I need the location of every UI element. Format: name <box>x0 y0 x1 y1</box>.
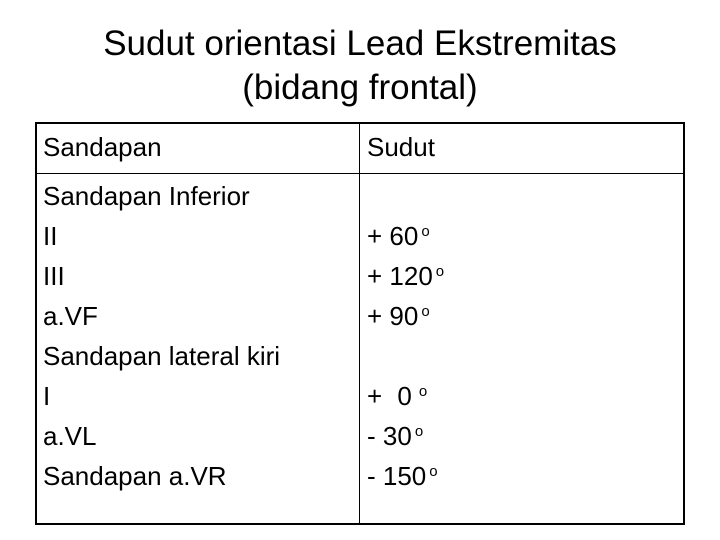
degree-symbol: o <box>414 423 424 440</box>
page-title <box>0 22 720 110</box>
degree-symbol: o <box>421 303 430 320</box>
degree-symbol: o <box>421 223 430 240</box>
lead-group-inferior: Sandapan Inferior <box>43 181 250 211</box>
angle-avf-value: + 90 <box>367 301 419 331</box>
angle-iii-value: + 120 <box>367 261 433 291</box>
header-angle: Sudut <box>367 132 435 162</box>
angle-avl <box>367 418 423 459</box>
angle-avl-value: - 30 <box>367 421 412 451</box>
title-line-2: (bidang frontal) <box>242 68 478 107</box>
angle-i <box>367 378 431 419</box>
angle-ii-value: + 60 <box>367 221 419 251</box>
lead-iii: III <box>43 261 65 291</box>
table-header-divider <box>35 173 685 174</box>
angle-avr <box>367 458 438 499</box>
angle-ii <box>367 218 430 259</box>
lead-ii: II <box>43 221 58 251</box>
angle-iii <box>367 258 444 299</box>
degree-symbol: o <box>429 463 438 480</box>
angle-i-value: + 0 <box>367 381 416 411</box>
header-lead: Sandapan <box>43 132 162 162</box>
degree-symbol: o <box>418 383 432 400</box>
lead-avr: Sandapan a.VR <box>43 461 227 491</box>
lead-group-lateral: Sandapan lateral kiri <box>43 341 281 371</box>
lead-avl: a.VL <box>43 421 97 451</box>
title-line-1: Sudut orientasi Lead Ekstremitas <box>103 24 617 63</box>
degree-symbol: o <box>435 263 445 280</box>
lead-i: I <box>43 381 51 411</box>
angle-avr-value: - 150 <box>367 461 427 491</box>
table-column-divider <box>359 122 360 525</box>
angle-avf <box>367 298 430 339</box>
lead-avf: a.VF <box>43 301 98 331</box>
